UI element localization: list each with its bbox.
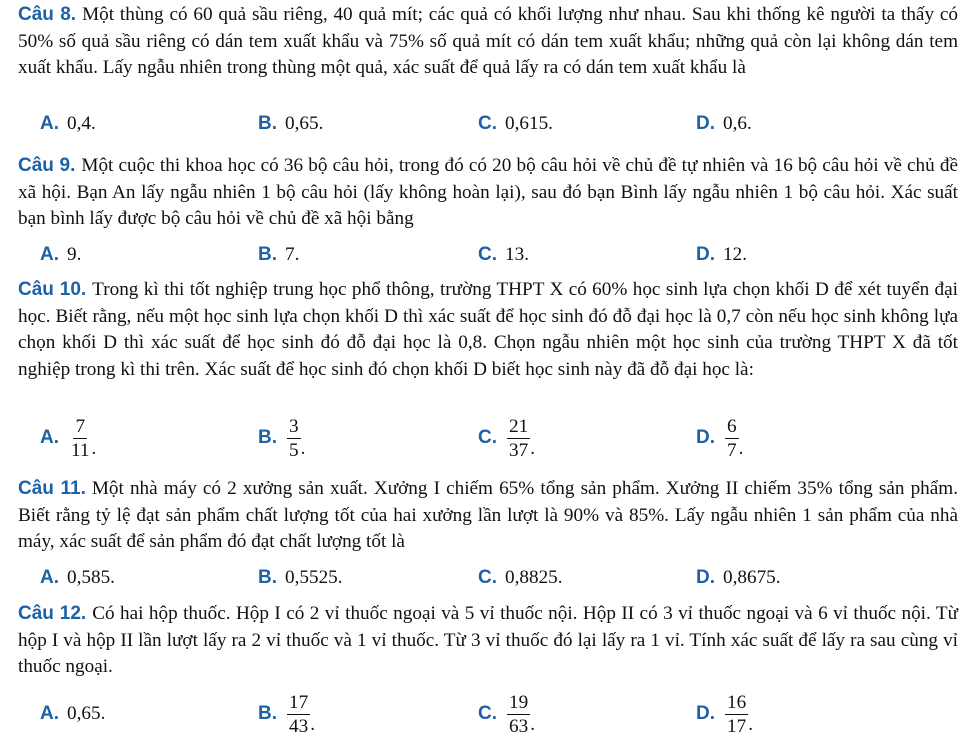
question-9-stem bbox=[18, 153, 958, 233]
question-10-option-a[interactable] bbox=[40, 414, 96, 462]
question-12-options bbox=[0, 690, 972, 738]
question-10-stem bbox=[18, 277, 958, 383]
question-12-stem bbox=[18, 601, 958, 681]
question-12-option-a[interactable] bbox=[40, 690, 105, 738]
question-10-number: Câu 10. bbox=[18, 279, 87, 300]
question-10-text: Trong kì thi tốt nghiệp trung học phổ thông, trường THPT X có 60% học sinh lựa chọn khối D để xét tuyển đại học. Biết rằng, nếu một học sinh lựa chọn khối D thì xác suất để học sinh đó đỗ đại học là 0,7 còn nếu học sinh không lựa chọn khối D thì xác suất để học sinh đó đỗ đại học là 0,8. Chọn ngẫu nhiên một học sinh của trường THPT X đã tốt nghiệp trong kì thi trên. Xác suất để học sinh đó chọn khối D biết học sinh này đã đỗ đại học là: bbox=[18, 279, 958, 380]
fraction bbox=[507, 416, 530, 461]
option-label: B. bbox=[258, 244, 277, 265]
question-11-text: Một nhà máy có 2 xưởng sản xuất. Xưởng I chiếm 65% tổng sản phẩm. Xưởng II chiếm 35% tổng sản phẩm. Biết rằng tỷ lệ đạt sản phẩm chất lượng tốt của hai xưởng lần lượt là 90% và 85%. Lấy ngẫu nhiên 1 sản phẩm của nhà máy, xác suất để sản phẩm đó đạt chất lượng tốt là bbox=[18, 478, 958, 552]
period: . bbox=[91, 438, 97, 459]
option-value: 0,65. bbox=[67, 703, 106, 724]
option-label: D. bbox=[696, 427, 715, 448]
option-label: A. bbox=[40, 427, 59, 448]
option-value: 0,615. bbox=[505, 113, 553, 134]
period: . bbox=[530, 438, 535, 459]
fraction-denominator: 43 bbox=[289, 715, 309, 737]
fraction-denominator: 17 bbox=[727, 715, 747, 737]
option-label: C. bbox=[478, 427, 497, 448]
option-value: 13. bbox=[505, 244, 529, 265]
question-8-number: Câu 8. bbox=[18, 4, 77, 25]
fraction-denominator: 63 bbox=[509, 715, 529, 737]
fraction bbox=[725, 692, 748, 737]
question-11-option-a[interactable] bbox=[40, 563, 115, 593]
question-9-number: Câu 9. bbox=[18, 155, 76, 176]
option-value: 12. bbox=[723, 244, 747, 265]
question-10-options bbox=[0, 414, 972, 462]
fraction-numerator: 6 bbox=[727, 415, 737, 437]
question-8-option-b[interactable] bbox=[258, 109, 323, 139]
option-value: 0,8675. bbox=[723, 567, 781, 588]
option-label: B. bbox=[258, 567, 277, 588]
question-12-option-c[interactable] bbox=[478, 690, 535, 738]
fraction-numerator: 19 bbox=[509, 691, 529, 713]
question-12-option-d[interactable] bbox=[696, 690, 753, 738]
question-8-option-c[interactable] bbox=[478, 109, 553, 139]
fraction bbox=[287, 416, 301, 461]
period: . bbox=[530, 714, 535, 735]
option-value: 0,65. bbox=[285, 113, 324, 134]
option-label: C. bbox=[478, 567, 497, 588]
option-value: 0,5525. bbox=[285, 567, 343, 588]
fraction-denominator: 5 bbox=[289, 439, 299, 461]
period: . bbox=[748, 714, 753, 735]
option-label: D. bbox=[696, 703, 715, 724]
option-label: A. bbox=[40, 567, 59, 588]
fraction-numerator: 3 bbox=[289, 415, 299, 437]
period: . bbox=[310, 714, 315, 735]
question-9-option-b[interactable] bbox=[258, 240, 299, 270]
option-value: 7. bbox=[285, 244, 300, 265]
option-label: B. bbox=[258, 703, 277, 724]
question-11-option-b[interactable] bbox=[258, 563, 343, 593]
question-9-option-a[interactable] bbox=[40, 240, 81, 270]
question-11-option-c[interactable] bbox=[478, 563, 563, 593]
option-label: C. bbox=[478, 113, 497, 134]
period: . bbox=[738, 438, 744, 459]
option-label: D. bbox=[696, 113, 715, 134]
fraction bbox=[725, 416, 739, 461]
option-label: D. bbox=[696, 567, 715, 588]
option-value: 9. bbox=[67, 244, 82, 265]
option-label: A. bbox=[40, 703, 59, 724]
fraction-numerator: 17 bbox=[289, 691, 309, 713]
fraction-denominator: 11 bbox=[71, 439, 90, 461]
fraction bbox=[287, 692, 310, 737]
question-8-text: Một thùng có 60 quả sầu riêng, 40 quả mít; các quả có khối lượng như nhau. Sau khi thống kê người ta thấy có 50% số quả sầu riêng có dán tem xuất khẩu và 75% số quả mít có dán tem xuất khẩu; những quả còn lại không dán tem xuất khẩu. Lấy ngẫu nhiên trong thùng một quả, xác suất để quả lấy ra có dán tem xuất khẩu là bbox=[18, 4, 958, 78]
option-label: B. bbox=[258, 427, 277, 448]
option-value: 0,4. bbox=[67, 113, 96, 134]
fraction-denominator: 7 bbox=[727, 439, 737, 461]
fraction-numerator: 21 bbox=[509, 415, 529, 437]
option-label: C. bbox=[478, 703, 497, 724]
question-10-option-c[interactable] bbox=[478, 414, 535, 462]
option-label: C. bbox=[478, 244, 497, 265]
option-value: 0,6. bbox=[723, 113, 752, 134]
question-11-number: Câu 11. bbox=[18, 478, 86, 499]
period: . bbox=[300, 438, 306, 459]
fraction-denominator: 37 bbox=[509, 439, 529, 461]
question-11-options bbox=[0, 563, 972, 593]
question-12-number: Câu 12. bbox=[18, 603, 87, 624]
question-8-options bbox=[0, 109, 972, 139]
question-10-option-d[interactable] bbox=[696, 414, 743, 462]
question-11-stem bbox=[18, 476, 958, 556]
question-12-text: Có hai hộp thuốc. Hộp I có 2 vỉ thuốc ngoại và 5 vỉ thuốc nội. Hộp II có 3 vỉ thuốc ngoại và 6 vỉ thuốc nội. Từ hộp I và hộp II lần lượt lấy ra 2 vỉ thuốc và 1 vỉ thuốc. Từ 3 vỉ thuốc đó lại lấy ra 1 vỉ. Tính xác suất để lấy ra sau cùng vỉ thuốc ngoại. bbox=[18, 603, 958, 677]
option-label: B. bbox=[258, 113, 277, 134]
question-8-option-a[interactable] bbox=[40, 109, 96, 139]
fraction-numerator: 7 bbox=[75, 415, 86, 437]
option-label: A. bbox=[40, 113, 59, 134]
question-9-text: Một cuộc thi khoa học có 36 bộ câu hỏi, trong đó có 20 bộ câu hỏi về chủ đề tự nhiên và 16 bộ câu hỏi về chủ đề xã hội. Bạn An lấy ngẫu nhiên 1 bộ câu hỏi (lấy không hoàn lại), sau đó bạn Bình lấy ngẫu nhiên 1 bộ câu hỏi. Xác suất bạn bình lấy được bộ câu hỏi về chủ đề xã hội bằng bbox=[18, 155, 958, 229]
fraction bbox=[69, 416, 91, 461]
fraction-numerator: 16 bbox=[727, 691, 747, 713]
question-10-option-b[interactable] bbox=[258, 414, 305, 462]
question-9-option-c[interactable] bbox=[478, 240, 529, 270]
question-9-option-d[interactable] bbox=[696, 240, 747, 270]
question-8-stem bbox=[18, 2, 958, 82]
question-11-option-d[interactable] bbox=[696, 563, 781, 593]
question-9-options bbox=[0, 240, 972, 270]
option-value: 0,585. bbox=[67, 567, 115, 588]
question-8-option-d[interactable] bbox=[696, 109, 752, 139]
option-label: D. bbox=[696, 244, 715, 265]
question-12-option-b[interactable] bbox=[258, 690, 315, 738]
option-value: 0,8825. bbox=[505, 567, 563, 588]
fraction bbox=[507, 692, 530, 737]
option-label: A. bbox=[40, 244, 59, 265]
